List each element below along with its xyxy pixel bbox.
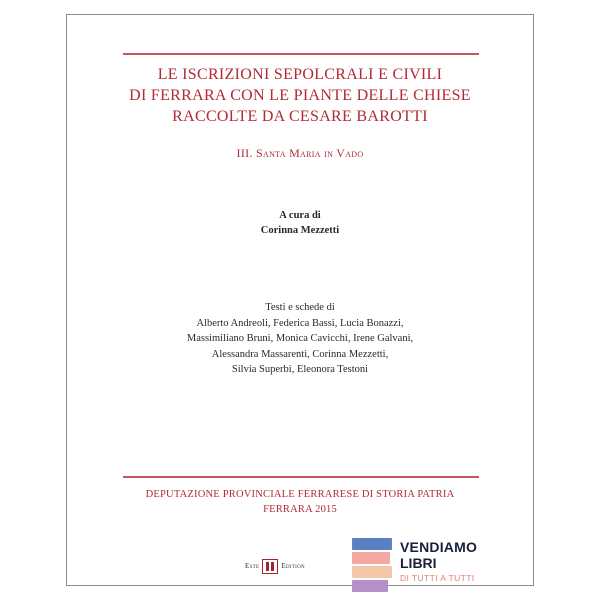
book-title bbox=[67, 64, 533, 127]
curated-label: A cura di bbox=[279, 210, 321, 221]
logo-text-right: Edition bbox=[281, 562, 305, 570]
author-line: Alberto Andreoli, Federica Bassi, Lucia Bonazzi, bbox=[196, 317, 404, 329]
author-line: Massimiliano Bruni, Monica Cavicchi, Irene Galvani, bbox=[186, 333, 414, 344]
publisher-logo bbox=[245, 557, 305, 575]
watermark-line2: LIBRI bbox=[400, 555, 437, 571]
curator-block bbox=[67, 208, 533, 238]
authors-block bbox=[67, 300, 533, 378]
publisher-place-year: FERRARA 2015 bbox=[263, 504, 337, 515]
top-rule bbox=[123, 53, 479, 55]
author-line: Alessandra Massarenti, Corinna Mezzetti, bbox=[211, 348, 389, 360]
book-logo-icon bbox=[262, 559, 278, 574]
publisher-name: DEPUTAZIONE PROVINCIALE FERRARESE DI STORIA PATRIA bbox=[145, 489, 455, 500]
curator-name: Corinna Mezzetti bbox=[260, 225, 340, 236]
bottom-rule bbox=[123, 476, 479, 478]
authors-label: Testi e schede di bbox=[265, 302, 335, 313]
watermark-line3: DI TUTTI A TUTTI bbox=[400, 573, 475, 583]
stacked-books-icon bbox=[352, 536, 394, 591]
publisher-block bbox=[67, 487, 533, 517]
watermark-line1: VENDIAMO bbox=[400, 539, 478, 555]
book-cover bbox=[66, 14, 534, 586]
author-line: Silvia Superbi, Eleonora Testoni bbox=[231, 364, 369, 375]
title-line: DI FERRARA CON LE PIANTE DELLE CHIESE bbox=[129, 87, 471, 104]
title-line: RACCOLTE DA CESARE BAROTTI bbox=[172, 108, 428, 125]
logo-text-left: Este bbox=[245, 562, 260, 570]
book-subtitle: III. Santa Maria in Vado bbox=[236, 146, 364, 160]
title-line: LE ISCRIZIONI SEPOLCRALI E CIVILI bbox=[157, 66, 443, 83]
vendiamo-libri-watermark bbox=[352, 536, 492, 591]
